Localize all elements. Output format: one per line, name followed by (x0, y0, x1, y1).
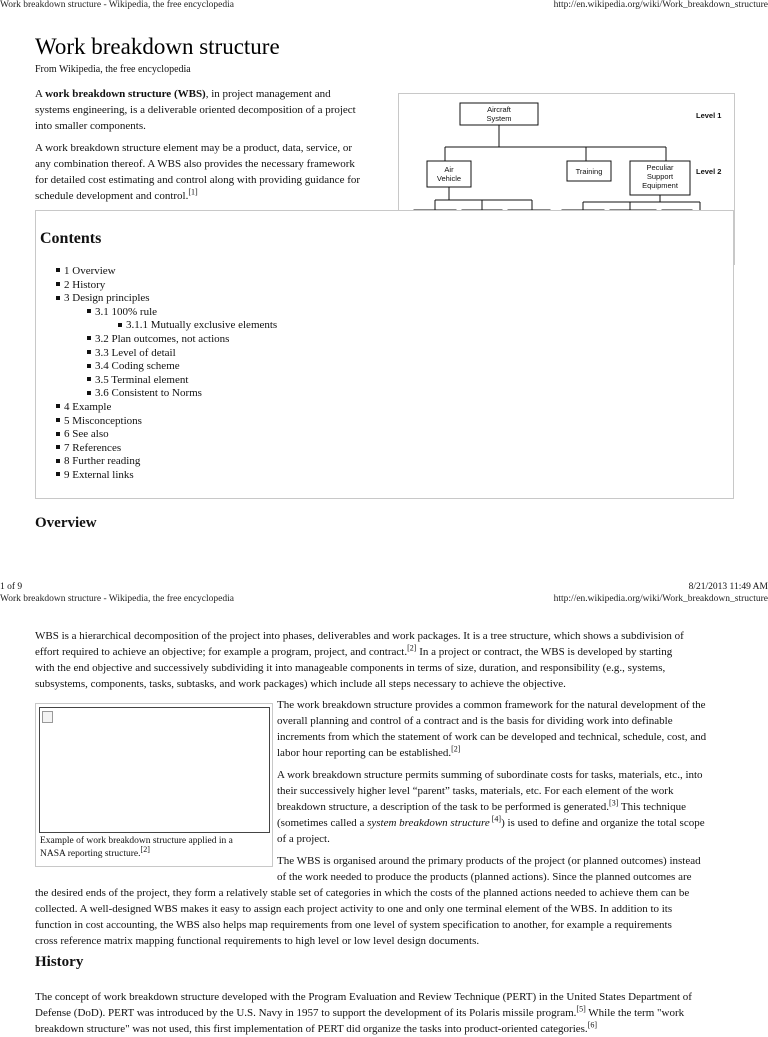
overview-heading: Overview (35, 515, 97, 531)
broken-image-icon (42, 711, 53, 723)
citation-link[interactable]: [2] (407, 643, 417, 653)
toc-item[interactable]: 3 Design principles (56, 292, 150, 306)
intro-paragraph-2: A work breakdown structure element may be a product, data, service, or any combination thereof. A WBS also provides the necessary framework for detailed cost estimating and control along with providing guidance for schedule development and control.[1] (35, 142, 361, 202)
print-header-url: http://en.wikipedia.org/wiki/Work_breakdown_structure (553, 0, 768, 10)
svg-text:Support: Support (646, 172, 674, 181)
overview-paragraph-4-top: The WBS is organised around the primary products of the project (or planned outcomes) instead of the work needed to produce the products (planned actions). Since the planned outcomes are (277, 855, 701, 883)
toc-item[interactable]: 6 See also (56, 428, 109, 442)
level-2-label: Level 2 (696, 167, 722, 176)
print-date: 8/21/2013 11:49 AM (688, 582, 768, 592)
citation-link[interactable]: [6] (587, 1020, 598, 1030)
toc-item[interactable]: 3.6 Consistent to Norms (87, 387, 202, 401)
toc-item[interactable]: 8 Further reading (56, 455, 140, 469)
svg-text:Aircraft: Aircraft (487, 105, 511, 114)
toc-title: Contents (40, 230, 102, 247)
nasa-figure-caption: Example of work breakdown structure applied in a NASA reporting structure.[2] (40, 836, 233, 859)
toc-item[interactable]: 3.4 Coding scheme (87, 360, 180, 374)
toc-item[interactable]: 9 External links (56, 469, 134, 483)
toc-item[interactable]: 3.2 Plan outcomes, not actions (87, 333, 229, 347)
nasa-figure-image[interactable] (39, 707, 270, 833)
overview-paragraph-2: The work breakdown structure provides a common framework for the natural development of the overall planning and control of a contract and is the basis for dividing work into definable increments from which the statement of work can be developed and technical, schedule, cost, and labor hour reporting can be established.[2] (277, 699, 707, 759)
print-header-title: Work breakdown structure - Wikipedia, the free encyclopedia (0, 0, 234, 10)
wbs-bold-term: work breakdown structure (WBS) (45, 88, 206, 100)
citation-link[interactable]: [2] (451, 744, 461, 754)
page-title: Work breakdown structure (35, 34, 280, 59)
svg-text:Vehicle: Vehicle (436, 174, 462, 183)
citation-link[interactable]: [1] (188, 187, 198, 197)
citation-link[interactable]: [5] (576, 1004, 586, 1014)
overview-paragraph-4-bottom: the desired ends of the project, they form a relatively stable set of categories in which the costs of the planned actions needed to achieve them can be collected. A well-designed WBS makes it easy to assign each project activity to one and only one terminal element of the WBS. In addition to its function in cost accounting, the WBS also helps map requirements from one level of system specification to another, for example a requirements cross reference matrix mapping functional requirements to high level or low level design documents. (35, 887, 690, 947)
toc-item[interactable]: 3.1.1 Mutually exclusive elements (118, 319, 277, 333)
svg-text:Air: Air (444, 165, 454, 174)
toc-item[interactable]: 3.1 100% rule (87, 306, 157, 320)
overview-paragraph-1: WBS is a hierarchical decomposition of the project into phases, deliverables and work packages. It is a tree structure, which shows a subdivision of effort required to achieve an objective; for example a program, project, and contract.[2] In a project or contract, the WBS is developed by starting with the end objective and successively subdividing it into manageable components in terms of size, duration, and responsibility (e.g., systems, subsystems, components, tasks, subtasks, and work packages) which include all steps necessary to achieve the objective. (35, 630, 684, 690)
toc-item[interactable]: 7 References (56, 442, 121, 456)
svg-text:Equipment: Equipment (642, 181, 678, 190)
toc-item[interactable]: 3.3 Level of detail (87, 347, 176, 361)
print-header-url: http://en.wikipedia.org/wiki/Work_breakdown_structure (553, 594, 768, 604)
toc-item[interactable]: 5 Misconceptions (56, 415, 142, 429)
toc-item[interactable]: 2 History (56, 279, 105, 293)
history-paragraph: The concept of work breakdown structure developed with the Program Evaluation and Review Technique (PERT) in the United States Department of Defense (DoD). PERT was introduced by the U.S. Navy in 1957 to support the development of its Polaris missile program.[5] While the term "work breakdown structure" was not used, this first implementation of PERT did organize the tasks into product-oriented categories.[6] (35, 991, 692, 1035)
history-heading: History (35, 954, 84, 970)
svg-text:Training: Training (575, 167, 603, 176)
print-header-title: Work breakdown structure - Wikipedia, the free encyclopedia (0, 594, 234, 604)
toc-item[interactable]: 3.5 Terminal element (87, 374, 188, 388)
overview-paragraph-3: A work breakdown structure permits summing of subordinate costs for tasks, materials, etc., into their successively higher level “parent” tasks, materials, etc. For each element of the work breakdown structure, a description of the task to be performed is generated.[3] This technique (sometimes called a system breakdown structure [4]) is used to define and organize the total scope of a project. (277, 769, 705, 845)
citation-link[interactable]: [2] (140, 844, 150, 854)
intro-paragraph-1: A work breakdown structure (WBS), in project management and systems engineering, is a deliverable oriented decomposition of a project into smaller components. (35, 88, 356, 132)
toc-item[interactable]: 1 Overview (56, 265, 116, 279)
citation-link[interactable]: [4] (489, 814, 502, 824)
svg-text:Peculiar: Peculiar (646, 163, 674, 172)
svg-text:System: System (486, 114, 512, 123)
citation-link[interactable]: [3] (609, 798, 619, 808)
page-number: 1 of 9 (0, 582, 23, 592)
level-1-label: Level 1 (696, 111, 722, 120)
page-subtitle: From Wikipedia, the free encyclopedia (35, 64, 191, 75)
toc-item[interactable]: 4 Example (56, 401, 111, 415)
